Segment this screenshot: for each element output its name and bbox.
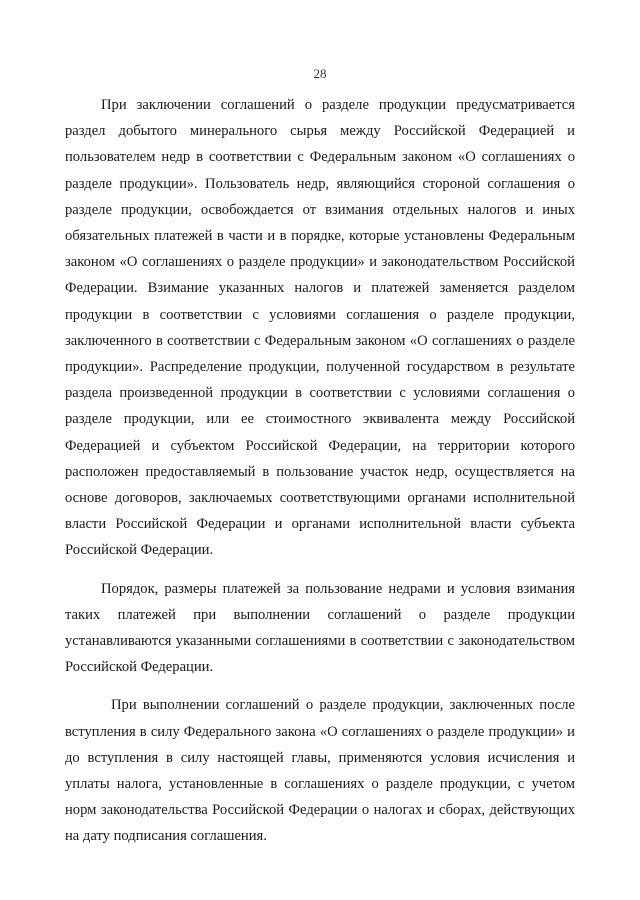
- paragraph-3: [65, 692, 575, 849]
- document-body: [65, 92, 575, 850]
- paragraph-3-text: При выполнении соглашений о разделе продукции, заключенных после вступления в силу Федерального закона «О соглашениях о разделе продукции» и до вступления в силу настоящей главы, применяются условия исчисления и уплаты налога, установленные в соглашениях о разделе продукции, с учетом норм законодательства Российской Федерации о налогах и сборах, действующих на дату подписания соглашения.: [65, 697, 575, 845]
- paragraph-2-text: Порядок, размеры платежей за пользование недрами и условия взимания таких платежей при выполнении соглашений о разделе продукции устанавливаются указанными соглашениями в соответствии с законодательством Российской Федерации.: [65, 580, 575, 676]
- paragraph-1-text: При заключении соглашений о разделе продукции предусматривается раздел добытого минерального сырья между Российской Федерацией и пользователем недр в соответствии с Федеральным законом «О соглашениях о разделе продукции». Пользователь недр, являющийся стороной соглашения о разделе продукции, освобождается от взимания отдельных налогов и иных обязательных платежей в части и в порядке, которые установлены Федеральным законом «О соглашениях о разделе продукции» и законодательством Российской Федерации. Взимание указанных налогов и платежей заменяется разделом продукции в соответствии с условиями соглашения о разделе продукции, заключенного в соответствии с Федеральным законом «О соглашениях о разделе продукции». Распределение продукции, полученной государством в результате раздела произведенной продукции в соответствии с условиями соглашения о разделе продукции, или ее стоимостного эквивалента между Российской Федерацией и субъектом Российской Федерации, на территории которого расположен предоставляемый в пользование участок недр, осуществляется на основе договоров, заключаемых соответствующими органами исполнительной власти Российской Федерации и органами исполнительной власти субъекта Российской Федерации.: [65, 97, 575, 559]
- page-number: 28: [313, 66, 327, 81]
- paragraph-2: [65, 576, 575, 681]
- paragraph-1: [65, 92, 575, 564]
